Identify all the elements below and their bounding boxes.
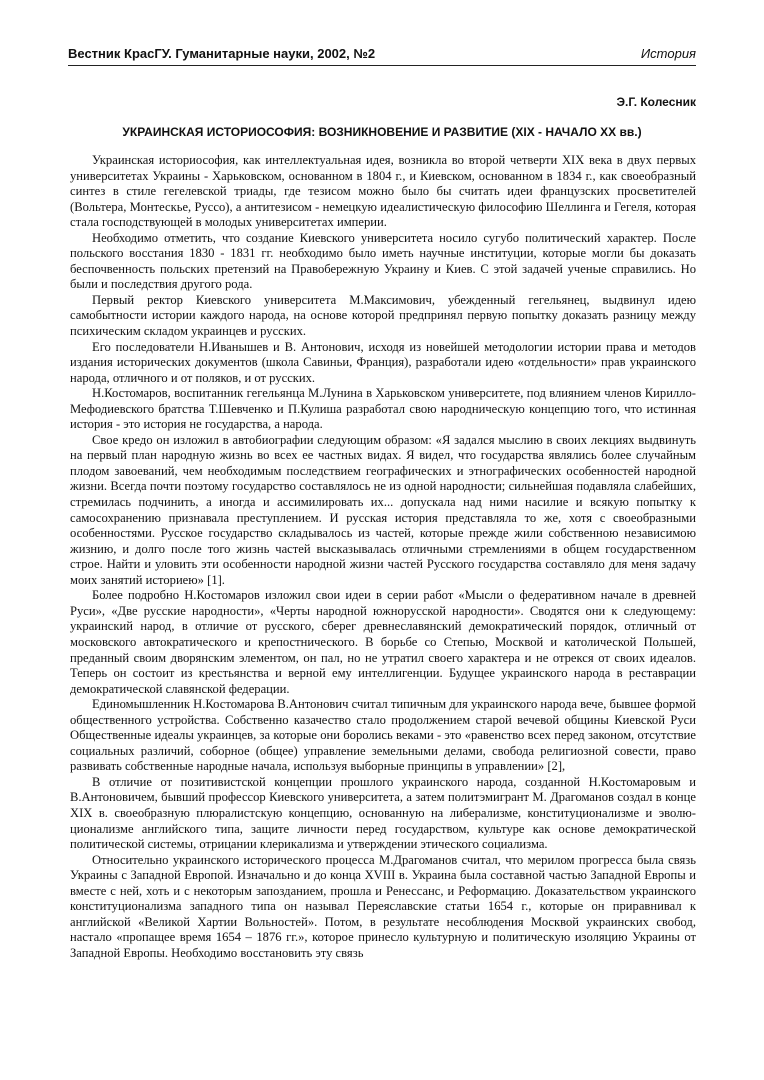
paragraph: Свое кредо он изложил в автобиографии следующим образом: «Я задался мыслию в своих лекциях выдвинуть на первый план народную жизнь во всех ее частных видах. Я видел, что государства являлись более случайным плодом завоеваний, чем необходимым последствием географических и этнографических особенностей народной жизни. Всегда почти поэтому государство составлялось не из одной народности; сильнейшая подавляла слабейших, стремилась подчинить, а иногда и ассимилировать их... допускала над ними насилие и всякую попытку к самосохранению признавала преступлением. И русская история представляла то же, хотя с своеобразными особенностями. Русское государство складывалось из частей, которые прежде жили собственною независимою жизнию, и долго после того жизнь частей высказывалась отличными стремлениями в общем государственном строе. Найти и уловить эти особенности народной жизни частей Русского государства составляло для меня задачу моих занятий историею» [1].	[70, 432, 696, 587]
article-body	[70, 153, 696, 961]
paragraph: Единомышленник Н.Костомарова В.Антонович считал типичным для украинского народа вече, бывшее формой общественного устройства. Собственно казачество стало продолжением старой вечевой общины Киевской Руси Общественные идеалы украинцев, за которые они боролись веками - это «равенство всех перед законом, отсутствие социальных различий, соборное (общее) управление земельными делами, свобода религиозной совести, право развивать собственные народные начала, используя выборные принципы в управлении» [2],	[70, 697, 696, 774]
section-name: История	[640, 46, 696, 61]
header-rule	[68, 65, 696, 66]
running-header	[68, 46, 696, 62]
paragraph: Украинская историософия, как интеллектуальная идея, возникла во второй четверти XIX века в двух первых университетах Украины - Харьковском, основанном в 1804 г., и Киевском, основанном в 1834 г., как своеобразный синтез в стиле гегелевской триады, где тезисом можно было бы считать идеи французских просветителей (Вольтера, Монтескье, Руссо), а антитезисом - немецкую идеалистическую философию Шеллинга и Гегеля, которая стала господствующей в молодых университетах империи.	[70, 153, 696, 230]
paragraph: Н.Костомаров, воспитанник гегельянца М.Лунина в Харьковском университете, под влиянием членов Кирилло-Мефодиевского братства Т.Шевченко и П.Кулиша разработал свою народническую концепцию того, что истинная история - это история не государства, а народа.	[70, 386, 696, 432]
article-title: УКРАИНСКАЯ ИСТОРИОСОФИЯ: ВОЗНИКНОВЕНИЕ И РАЗВИТИЕ (XIX - НАЧАЛО XX вв.)	[122, 125, 642, 139]
paragraph: Относительно украинского исторического процесса М.Драгоманов считал, что мерилом прогресса была связь Украины с Западной Европой. Изначально и до конца XVIII в. Украина была составной частью Западной Европы и вместе с ней, хоть и с некоторым запозданием, прошла и Ренессанс, и Реформацию. Доказательством украинского конституционализма западного типа он называл Переяславские статьи 1654 г., которые он приравнивал к английской «Великой Хартии Вольностей». Потом, в результате несоблюдения Москвой украинских свобод, настало «пропащее время 1654 – 1876 гг.», которое принесло культурную и политическую изоляцию Украины от Западной Европы. Необходимо восстановить эту связь	[70, 852, 696, 960]
paragraph: Необходимо отметить, что создание Киевского университета носило сугубо политический характер. После польского восстания 1830 - 1831 гг. необходимо было иметь научные институции, которые могли бы доказать беспочвенность польских претензий на Правобережную Украину и Киев. С этой задачей ученые справились. Но были и последствия другого рода.	[70, 230, 696, 292]
author-name: Э.Г. Колесник	[616, 95, 696, 109]
paragraph: Более подробно Н.Костомаров изложил свои идеи в серии работ «Мысли о федеративном начале в древней Руси», «Две русские народности», «Черты народной южнорусской народности». Сводятся они к следующему: украинский народ, в отличие от русского, сберег древнеславянский демократический порядок, отличный от московского автократического и крепостнического. В борьбе со Степью, Москвой и католической Польшей, преданный своим дворянским элементом, он пал, но не утратил своего характера и не отрекся от своих идеалов. Теперь он состоит из крестьянства и верной ему интеллигенции. Будущее украинского народа в реставрации демократической славянской федерации.	[70, 588, 696, 696]
paragraph: Первый ректор Киевского университета М.Максимович, убежденный гегельянец, выдвинул идею самобытности истории каждого народа, на основе которой предпринял первую попытку доказать разницу между психическим складом украинцев и русских.	[70, 292, 696, 339]
paragraph: Его последователи Н.Иванышев и В. Антонович, исходя из новейшей методологии истории права и методов издания исторических документов (школа Савиньи, Франция), разработали идею «отдельности» прав украинского народа, отличного и от поляков, и от русских.	[70, 339, 696, 385]
paragraph: В отличие от позитивистской концепции прошлого украинского народа, созданной Н.Костомаровым и В.Антоновичем, бывший профессор Киевского университета, а затем политэмигрант М. Драгоманов создал в конце XIX в. своеобразную плюралистскую концепцию, основанную на либерализме, конституционализме и эволю-ционализме английского типа, защите личности перед государством, культуре как основе демократической политической системы, отрицании клерикализма и утверждении этического социализма.	[70, 774, 696, 852]
journal-title: Вестник КрасГУ. Гуманитарные науки, 2002, №2	[68, 46, 376, 61]
